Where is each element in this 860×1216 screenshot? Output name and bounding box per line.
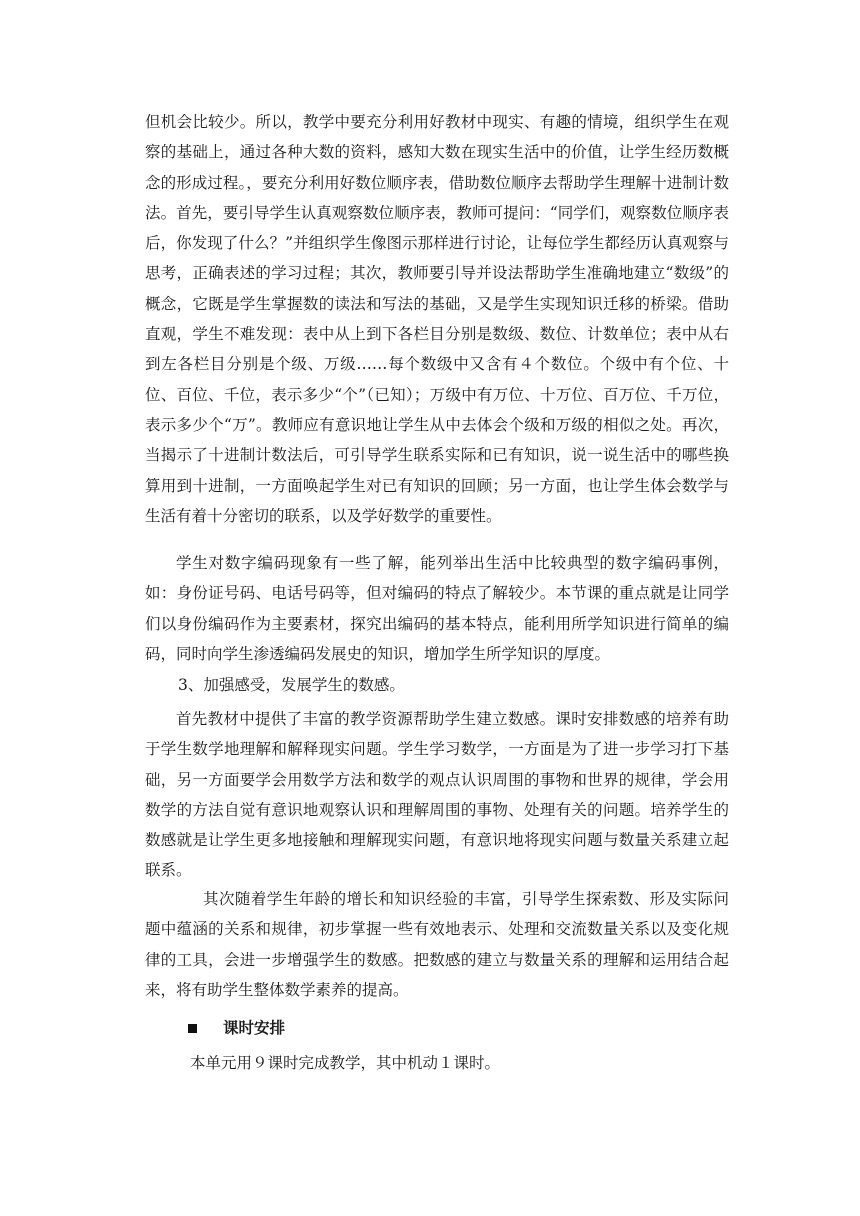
section-heading-title: 课时安排 [223, 1019, 286, 1037]
paragraph-schedule: 本单元用９课时完成教学，其中机动１课时。 [190, 1054, 501, 1072]
paragraph-digital-encoding: 学生对数字编码现象有一些了解，能列举出生活中比较典型的数字编码事例，如：身份证号码、电话号码等，但对编码的特点了解较少。本节课的重点就是让同学们以身份编码作为主要素材，探究出编码的基本特点，能利用所学知识进行简单的编码，同时向学生渗透编码发展史的知识，增加学生所学知识的厚度。 [145, 554, 729, 663]
section-heading-schedule [188, 1013, 285, 1043]
paragraph-item-3-heading: 3、加强感受，发展学生的数感。 [178, 676, 405, 694]
paragraph-student-growth: 其次随着学生年龄的增长和知识经验的丰富，引导学生探索数、形及实际问题中蕴涵的关系和规律，初步掌握一些有效地表示、处理和交流数量关系以及变化规律的工具，会进一步增强学生的数感。把数感的建立与数量关系的理解和运用结合起来，将有助学生整体数学素养的提高。 [145, 890, 729, 999]
black-square-bullet-icon [188, 1024, 197, 1033]
paragraph-teaching-resources: 首先教材中提供了丰富的教学资源帮助学生建立数感。课时安排数感的培养有助于学生数学地理解和解释现实问题。学生学习数学，一方面是为了进一步学习打下基础，另一方面要学会用数学方法和数学的观点认识周围的事物和世界的规律，学会用数学的方法自觉有意识地观察认识和理解周围的事物、处理有关的问题。培养学生的数感就是让学生更多地接触和理解现实问题，有意识地将现实问题与数量关系建立起联系。 [145, 710, 729, 880]
paragraph-number-sense-intro: 但机会比较少。所以，教学中要充分利用好教材中现实、有趣的情境，组织学生在观察的基础上，通过各种大数的资料，感知大数在现实生活中的价值，让学生经历数概念的形成过程。，要充分利用好数位顺序表，借助数位顺序去帮助学生理解十进制计数法。首先，要引导学生认真观察数位顺序表，教师可提问：“同学们，观察数位顺序表后，你发现了什么？”并组织学生像图示那样进行讨论，让每位学生都经历认真观察与思考，正确表述的学习过程；其次，教师要引导并设法帮助学生准确地建立“数级”的概念，它既是学生掌握数的读法和写法的基础，又是学生实现知识迁移的桥梁。借助直观，学生不难发现：表中从上到下各栏目分别是数级、数位、计数单位；表中从右到左各栏目分别是个级、万级……每个数级中又含有４个数位。个级中有个位、十位、百位、千位，表示多少“个”（已知）；万级中有万位、十万位、百万位、千万位，表示多少个“万”。教师应有意识地让学生从中去体会个级和万级的相似之处。再次，当揭示了十进制计数法后，可引导学生联系实际和已有知识，说一说生活中的哪些换算用到十进制，一方面唤起学生对已有知识的回顾；另一方面，也让学生体会数学与生活有着十分密切的联系，以及学好数学的重要性。 [145, 113, 729, 525]
